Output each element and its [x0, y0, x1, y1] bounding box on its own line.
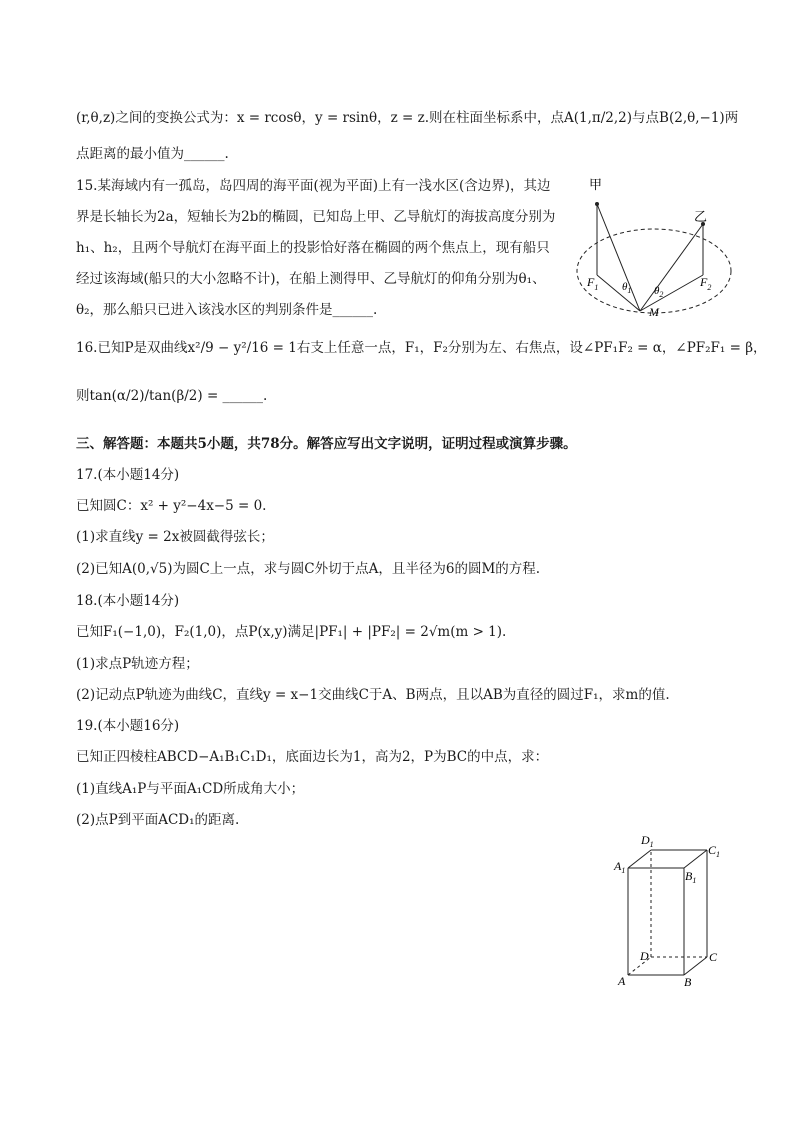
- q15-line5: θ₂，那么船只已进入该浅水区的判别条件是______.: [76, 302, 378, 318]
- q15-line1: 15.某海域内有一孤岛，岛四周的海平面(视为平面)上有一浅水区(含边界)，其边: [76, 178, 551, 194]
- label-yi: 乙: [694, 209, 708, 224]
- label-f1: $F_1$: [587, 275, 599, 292]
- q15-line4: 经过该海域(船只的大小忽略不计)，在船上测得甲、乙导航灯的仰角分别为θ₁、: [76, 271, 546, 287]
- q15-line3: h₁、h₂，且两个导航灯在海平面上的投影恰好落在椭圆的两个焦点上，现有船只: [76, 240, 550, 256]
- sightline-jia: [597, 204, 640, 311]
- sea-ellipse: [577, 229, 731, 313]
- label-a1: $A_1$: [614, 859, 626, 875]
- label-b: B: [684, 975, 692, 989]
- label-b1: $B_1$: [685, 869, 697, 885]
- q14-line1: (r,θ,z)之间的变换公式为：x = rcosθ，y = rsinθ，z = z.则在柱面坐标系中，点A(1,π/2,2)与点B(2,θ,−1)两: [76, 110, 739, 126]
- q18-part2: (2)记动点P轨迹为曲线C，直线y = x−1交曲线C于A、B两点，且以AB为直径的圆过F₁，求m的值.: [76, 687, 670, 703]
- q14-line2: 点距离的最小值为______.: [76, 146, 229, 162]
- q19-part1: (1)直线A₁P与平面A₁CD所成角大小；: [76, 781, 305, 797]
- label-c1: $C_1$: [708, 843, 721, 859]
- q18-stem: 已知F₁(−1,0)，F₂(1,0)，点P(x,y)满足|PF₁| + |PF₂| = 2√m(m > 1).: [76, 624, 507, 640]
- label-d1: $D_1$: [641, 833, 654, 849]
- q18-part1: (1)求点P轨迹方程；: [76, 656, 199, 672]
- sightline-yi: [640, 224, 703, 311]
- q16-line2: 则tan(α/2)/tan(β/2) = ______.: [76, 388, 268, 404]
- q19-part2: (2)点P到平面ACD₁的距离.: [76, 812, 240, 828]
- q15-ellipse-figure: [570, 170, 740, 320]
- lamp-jia-dot: [595, 202, 599, 206]
- q17-stem: 已知圆C：x² + y²−4x−5 = 0.: [76, 498, 267, 514]
- edge-b-c: [684, 957, 707, 975]
- q19-stem: 已知正四棱柱ABCD−A₁B₁C₁D₁，底面边长为1，高为2，P为BC的中点，求：: [76, 749, 549, 765]
- q17-part1: (1)求直线y = 2x被圆截得弦长；: [76, 529, 274, 545]
- q16-line1: 16.已知P是双曲线x²/9 − y²/16 = 1右支上任意一点，F₁，F₂分别为左、右焦点，设∠PF₁F₂ = α，∠PF₂F₁ = β，: [76, 340, 767, 356]
- label-jia: 甲: [589, 177, 603, 192]
- q15-line2: 界是长轴长为2a，短轴长为2b的椭圆，已知岛上甲、乙导航灯的海拔高度分别为: [76, 209, 556, 225]
- label-d: D: [640, 949, 649, 963]
- label-c: C: [709, 950, 718, 964]
- q19-prism-figure: [610, 830, 730, 995]
- focal-line-f1: [597, 275, 640, 311]
- q17-title: 17.(本小题14分): [76, 467, 180, 483]
- q18-title: 18.(本小题14分): [76, 593, 180, 609]
- q17-part2: (2)已知A(0,√5)为圆C上一点，求与圆C外切于点A，且半径为6的圆M的方程.: [76, 561, 541, 577]
- label-a: A: [618, 974, 626, 988]
- q19-title: 19.(本小题16分): [76, 718, 180, 734]
- label-m: M: [649, 305, 659, 319]
- edge-b1-c1: [684, 850, 707, 868]
- section3-header: 三、解答题：本题共5小题，共78分。解答应写出文字说明，证明过程或演算步骤。: [76, 436, 577, 452]
- label-theta1: $\theta_1$: [622, 281, 632, 295]
- label-theta2: $\theta_2$: [654, 285, 664, 299]
- edge-a1-d1: [628, 850, 651, 868]
- label-f2: $F_2$: [700, 275, 712, 292]
